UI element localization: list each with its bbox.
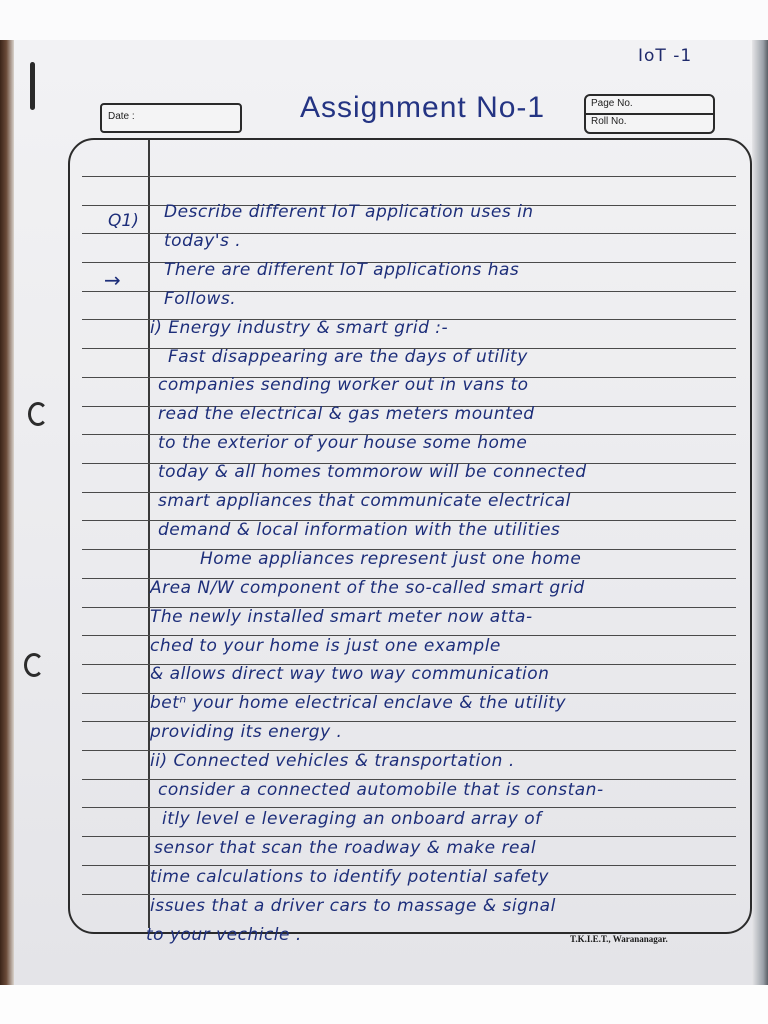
roll-no-label: Roll No. [591,116,627,127]
binding-mark [30,62,35,110]
handwritten-line: There are different IoT applications has [164,260,520,280]
handwritten-line: Home appliances represent just one home [200,549,582,569]
punch-hole [24,653,44,677]
margin-line [148,140,150,928]
handwritten-line: companies sending worker out in vans to [158,375,529,395]
page-roll-divider [586,113,713,115]
background-strip [0,985,768,1024]
question-marker: Q1) [108,211,139,231]
handwritten-line: The newly installed smart meter now atta- [150,607,533,627]
handwritten-line: Fast disappearing are the days of utility [168,347,528,367]
handwritten-line: sensor that scan the roadway & make real [154,838,537,858]
rule-line [82,176,736,177]
notebook-binding-edge [0,40,14,985]
handwritten-line: today's . [164,231,242,251]
handwritten-line: today & all homes tommorow will be connected [158,462,587,482]
handwritten-line: read the electrical & gas meters mounted [158,404,535,424]
handwritten-line: betⁿ your home electrical enclave & the utility [150,693,567,713]
handwritten-line: to the exterior of your house some home [158,433,528,453]
assignment-title: Assignment No-1 [300,91,546,124]
handwritten-line: Describe different IoT application uses in [164,202,534,222]
college-footer: T.K.I.E.T., Warananagar. [570,934,668,944]
handwritten-line: Area N/W component of the so-called smart grid [150,578,585,598]
page-roll-box [584,94,715,134]
punch-hole [28,402,48,426]
page-no-label: Page No. [591,98,633,109]
handwritten-line: smart appliances that communicate electrical [158,491,571,511]
date-box [100,103,242,133]
handwritten-line: ii) Connected vehicles & transportation . [150,751,515,771]
answer-arrow: → [104,268,121,292]
handwritten-line: demand & local information with the utilities [158,520,561,540]
handwritten-line: consider a connected automobile that is constan- [158,780,604,800]
handwritten-line: to your vechicle . [146,925,302,945]
date-label: Date : [108,111,135,122]
handwritten-line: ched to your home is just one example [150,636,501,656]
subject-tag: IoT -1 [638,46,693,66]
background-edge [752,40,768,985]
handwritten-line: providing its energy . [150,722,343,742]
handwritten-line: i) Energy industry & smart grid :- [150,318,449,338]
handwritten-line: time calculations to identify potential safety [150,867,549,887]
handwritten-line: & allows direct way two way communication [150,664,550,684]
handwritten-line: itly level e leveraging an onboard array of [162,809,542,829]
handwritten-line: issues that a driver cars to massage & signal [150,896,556,916]
handwritten-line: Follows. [164,289,237,309]
